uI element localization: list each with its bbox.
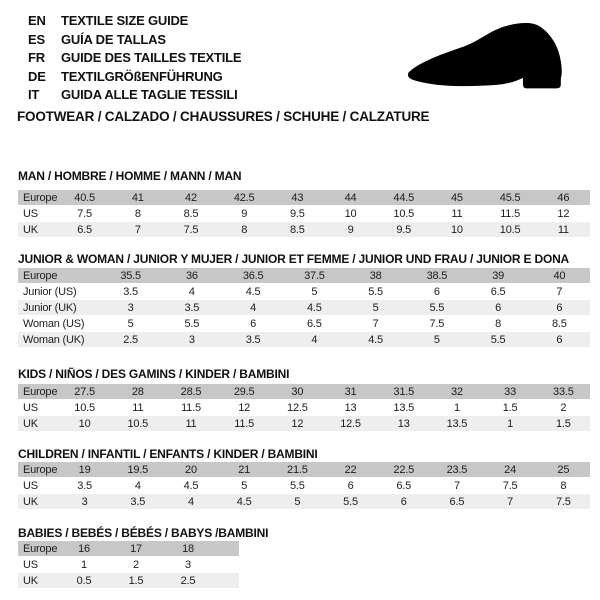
size-cell: 40.5 (58, 190, 111, 206)
size-cell: 8 (218, 222, 271, 238)
table-row (18, 462, 590, 478)
row-label: Europe (18, 541, 58, 557)
row-label: Europe (18, 268, 100, 284)
size-cell: 19 (58, 462, 111, 478)
table-row (18, 573, 239, 589)
row-label: Europe (18, 462, 58, 478)
size-cell: 20 (164, 462, 217, 478)
table-row (18, 478, 590, 494)
size-table-babies (18, 541, 239, 589)
language-row (28, 12, 241, 31)
size-cell: 31.5 (377, 384, 430, 400)
row-label: Junior (US) (18, 284, 100, 300)
size-cell: 5 (100, 316, 161, 332)
size-cell: 12 (537, 206, 590, 222)
language-row (28, 68, 241, 87)
size-cell: 10 (430, 222, 483, 238)
size-cell: 5.5 (324, 494, 377, 510)
size-cell: 22 (324, 462, 377, 478)
size-cell: 6 (406, 284, 467, 300)
size-cell: 7 (111, 222, 164, 238)
size-cell: 2 (537, 400, 590, 416)
size-cell: 1.5 (484, 400, 537, 416)
size-cell: 11 (430, 206, 483, 222)
row-label: UK (18, 573, 58, 589)
size-cell: 4.5 (218, 494, 271, 510)
size-cell: 22.5 (377, 462, 430, 478)
size-cell: 5 (345, 300, 406, 316)
size-cell: 4 (164, 494, 217, 510)
size-cell: 42.5 (218, 190, 271, 206)
size-cell: 45 (430, 190, 483, 206)
size-cell: 1.5 (537, 416, 590, 432)
size-cell: 7 (529, 284, 590, 300)
table-row (18, 494, 590, 510)
size-table-kids (18, 384, 590, 432)
size-cell: 4.5 (164, 478, 217, 494)
size-cell: 8.5 (271, 222, 324, 238)
row-label: UK (18, 494, 58, 510)
size-cell: 12.5 (271, 400, 324, 416)
section-title-kids: KIDS / NIÑOS / DES GAMINS / KINDER / BAMBINI (18, 367, 290, 381)
size-cell: 6.5 (430, 494, 483, 510)
row-label: UK (18, 222, 58, 238)
size-cell: 8 (111, 206, 164, 222)
size-cell: 10.5 (484, 222, 537, 238)
table-row (18, 268, 590, 284)
size-cell: 21 (218, 462, 271, 478)
size-cell (214, 573, 239, 589)
row-label: UK (18, 416, 58, 432)
language-code: FR (28, 50, 45, 66)
size-cell: 25 (537, 462, 590, 478)
language-code: IT (28, 87, 40, 103)
row-label: US (18, 206, 58, 222)
size-cell: 4.5 (284, 300, 345, 316)
size-cell: 7 (345, 316, 406, 332)
size-cell: 13 (324, 400, 377, 416)
size-cell: 2.5 (100, 332, 161, 348)
row-label: Europe (18, 190, 58, 206)
size-cell: 9 (218, 206, 271, 222)
size-cell: 5.5 (468, 332, 529, 348)
language-label: GUÍA DE TALLAS (61, 31, 166, 47)
language-code: EN (28, 13, 46, 28)
section-title-junior-woman: JUNIOR & WOMAN / JUNIOR Y MUJER / JUNIOR ET FEMME / JUNIOR UND FRAU / JUNIOR E DONA (18, 252, 570, 266)
table-row (18, 416, 590, 432)
size-cell: 3.5 (111, 494, 164, 510)
size-cell: 10.5 (377, 206, 430, 222)
size-cell: 6.5 (58, 222, 111, 238)
size-table-junior-woman (18, 268, 590, 348)
size-cell: 8.5 (164, 206, 217, 222)
size-cell: 8 (468, 316, 529, 332)
language-list (28, 12, 241, 105)
table-row (18, 400, 590, 416)
size-cell: 6.5 (284, 316, 345, 332)
table-row (18, 332, 590, 348)
size-cell: 41 (111, 190, 164, 206)
size-cell: 5.5 (271, 478, 324, 494)
size-cell: 7 (430, 478, 483, 494)
size-cell: 13.5 (377, 400, 430, 416)
size-cell: 3.5 (58, 478, 111, 494)
size-cell: 43 (271, 190, 324, 206)
size-cell: 3 (161, 332, 222, 348)
size-cell: 5 (284, 284, 345, 300)
size-cell: 44 (324, 190, 377, 206)
size-cell: 12 (218, 400, 271, 416)
size-cell: 16 (58, 541, 110, 557)
size-cell: 6.5 (377, 478, 430, 494)
size-cell: 30 (271, 384, 324, 400)
size-cell: 46 (537, 190, 590, 206)
size-cell: 12 (271, 416, 324, 432)
size-cell: 28 (111, 384, 164, 400)
language-label: GUIDA ALLE TAGLIE TESSILI (61, 87, 238, 103)
size-cell: 23.5 (430, 462, 483, 478)
size-cell: 5.5 (406, 300, 467, 316)
size-cell: 1 (430, 400, 483, 416)
table-row (18, 541, 239, 557)
size-cell: 1 (58, 557, 110, 573)
category-title: FOOTWEAR / CALZADO / CHAUSSURES / SCHUHE / CALZATURE (17, 109, 430, 124)
size-cell: 2.5 (162, 573, 214, 589)
size-cell: 6 (377, 494, 430, 510)
table-row (18, 222, 590, 238)
size-cell (214, 557, 239, 573)
size-cell: 19.5 (111, 462, 164, 478)
language-label: TEXTILGRÖßENFÜHRUNG (61, 68, 223, 84)
size-cell: 8.5 (529, 316, 590, 332)
size-cell: 13 (377, 416, 430, 432)
language-code: DE (28, 68, 46, 84)
size-cell: 11 (537, 222, 590, 238)
size-cell: 36 (161, 268, 222, 284)
language-label: TEXTILE SIZE GUIDE (61, 13, 189, 28)
row-label: Woman (UK) (18, 332, 100, 348)
size-cell: 12.5 (324, 416, 377, 432)
size-cell: 1 (484, 416, 537, 432)
size-table-man (18, 190, 590, 238)
size-cell: 17 (110, 541, 162, 557)
section-title-children: CHILDREN / INFANTIL / ENFANTS / KINDER / BAMBINI (18, 447, 318, 461)
language-label: GUIDE DES TAILLES TEXTILE (61, 50, 242, 66)
size-cell: 38.5 (406, 268, 467, 284)
size-cell: 3.5 (223, 332, 284, 348)
size-cell: 33 (484, 384, 537, 400)
size-table-children (18, 462, 590, 510)
section-title-man: MAN / HOMBRE / HOMME / MANN / MAN (18, 169, 242, 183)
size-cell: 42 (164, 190, 217, 206)
size-cell: 4 (111, 478, 164, 494)
size-cell: 1.5 (110, 573, 162, 589)
size-cell: 32 (430, 384, 483, 400)
size-cell: 39 (468, 268, 529, 284)
size-cell: 13.5 (430, 416, 483, 432)
row-label: US (18, 400, 58, 416)
size-cell: 7.5 (164, 222, 217, 238)
size-cell: 33.5 (537, 384, 590, 400)
size-cell: 21.5 (271, 462, 324, 478)
size-cell: 4 (161, 284, 222, 300)
size-cell: 45.5 (484, 190, 537, 206)
table-row (18, 384, 590, 400)
size-cell: 36.5 (223, 268, 284, 284)
size-cell: 6 (468, 300, 529, 316)
size-cell: 4.5 (223, 284, 284, 300)
row-label: Europe (18, 384, 58, 400)
row-label: Woman (US) (18, 316, 100, 332)
size-cell: 9.5 (377, 222, 430, 238)
table-row (18, 557, 239, 573)
section-title-babies: BABIES / BEBÉS / BÉBÉS / BABYS /BAMBINI (18, 526, 269, 540)
size-cell: 44.5 (377, 190, 430, 206)
size-cell: 7 (484, 494, 537, 510)
size-cell: 7.5 (537, 494, 590, 510)
size-cell: 7.5 (484, 478, 537, 494)
size-cell: 37.5 (284, 268, 345, 284)
size-cell: 5 (406, 332, 467, 348)
table-row (18, 316, 590, 332)
size-cell: 35.5 (100, 268, 161, 284)
row-label: Junior (UK) (18, 300, 100, 316)
size-cell: 4 (284, 332, 345, 348)
size-cell: 5.5 (345, 284, 406, 300)
size-cell: 28.5 (164, 384, 217, 400)
size-cell: 2 (110, 557, 162, 573)
language-row (28, 31, 241, 50)
size-cell: 10 (58, 416, 111, 432)
size-cell: 31 (324, 384, 377, 400)
size-cell (214, 541, 239, 557)
size-cell: 18 (162, 541, 214, 557)
row-label: US (18, 478, 58, 494)
size-cell: 3.5 (161, 300, 222, 316)
table-row (18, 284, 590, 300)
table-row (18, 190, 590, 206)
table-row (18, 300, 590, 316)
size-cell: 4 (223, 300, 284, 316)
size-cell: 5.5 (161, 316, 222, 332)
size-cell: 10.5 (58, 400, 111, 416)
size-cell: 5 (271, 494, 324, 510)
size-cell: 3 (100, 300, 161, 316)
size-cell: 6.5 (468, 284, 529, 300)
size-cell: 38 (345, 268, 406, 284)
size-cell: 10 (324, 206, 377, 222)
table-row (18, 206, 590, 222)
size-cell: 0.5 (58, 573, 110, 589)
size-cell: 11.5 (484, 206, 537, 222)
size-cell: 7.5 (58, 206, 111, 222)
size-cell: 8 (537, 478, 590, 494)
size-cell: 27.5 (58, 384, 111, 400)
size-cell: 6 (529, 300, 590, 316)
language-code: ES (28, 31, 45, 47)
row-label: US (18, 557, 58, 573)
size-cell: 11.5 (218, 416, 271, 432)
size-cell: 3 (58, 494, 111, 510)
size-cell: 5 (218, 478, 271, 494)
size-cell: 3.5 (100, 284, 161, 300)
size-cell: 4.5 (345, 332, 406, 348)
size-cell: 3 (162, 557, 214, 573)
size-cell: 6 (529, 332, 590, 348)
size-cell: 11.5 (164, 400, 217, 416)
size-cell: 24 (484, 462, 537, 478)
size-cell: 9.5 (271, 206, 324, 222)
size-cell: 40 (529, 268, 590, 284)
shoe-icon (394, 18, 578, 106)
size-cell: 6 (324, 478, 377, 494)
size-cell: 10.5 (111, 416, 164, 432)
language-row (28, 49, 241, 68)
size-cell: 9 (324, 222, 377, 238)
size-cell: 11 (111, 400, 164, 416)
size-cell: 11 (164, 416, 217, 432)
size-cell: 7.5 (406, 316, 467, 332)
language-row (28, 86, 241, 105)
size-cell: 29.5 (218, 384, 271, 400)
size-cell: 6 (223, 316, 284, 332)
